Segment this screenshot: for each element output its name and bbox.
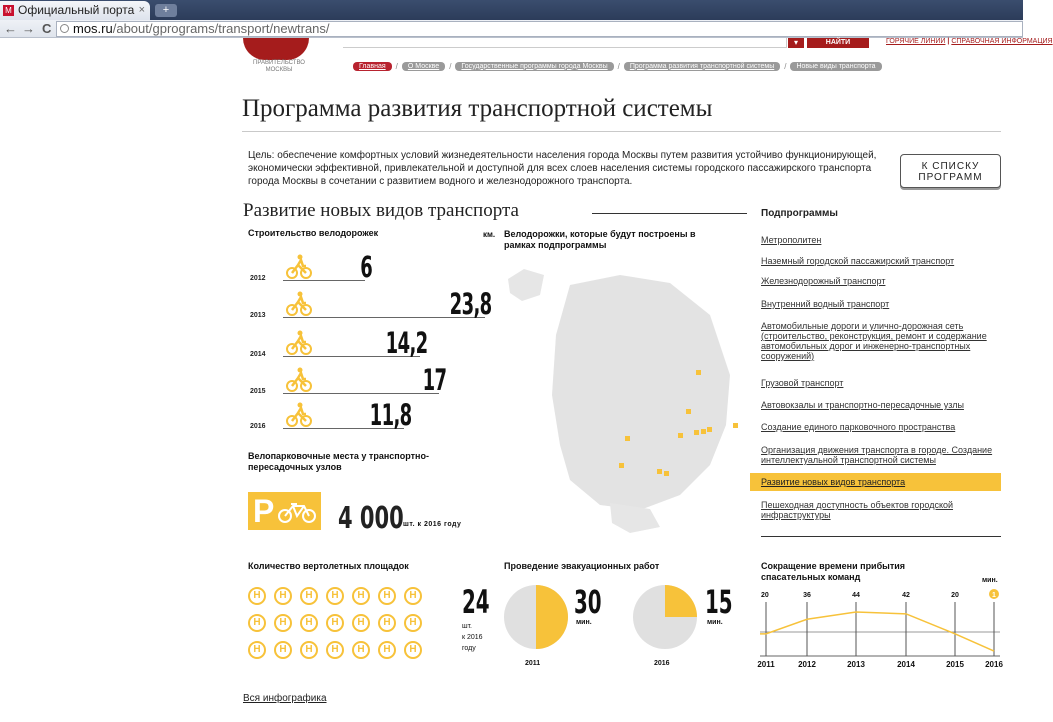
helipad-icon: H <box>300 641 318 659</box>
bike-paths-title: Строительство велодорожек <box>248 228 379 238</box>
new-tab-button[interactable]: + <box>155 4 177 17</box>
evacuation-year-2011: 2011 <box>525 660 541 667</box>
title-divider <box>242 131 1001 132</box>
rescue-title: Сокращение времени прибытия спасательных команд <box>761 561 906 582</box>
search-button[interactable]: НАЙТИ <box>807 38 869 48</box>
chart-value-label: 44 <box>852 592 860 599</box>
evacuation-unit-2011: мин. <box>576 619 592 626</box>
helipad-icon: H <box>300 614 318 632</box>
section-title: Развитие новых видов транспорта <box>243 200 519 221</box>
cyclist-icon <box>286 330 312 356</box>
sidebar-item[interactable]: Создание единого парковочного пространства <box>761 422 956 432</box>
site-info-icon[interactable] <box>60 24 69 33</box>
map-bike-marker <box>664 471 669 476</box>
site-logo[interactable] <box>243 38 309 60</box>
map-region-city <box>552 275 730 510</box>
bike-parking-value: 4 000 <box>338 501 404 536</box>
map-bike-marker <box>619 463 624 468</box>
rescue-line-chart <box>755 588 1005 672</box>
chart-marker-label: 1 <box>992 592 996 599</box>
helipad-icon: H <box>352 641 370 659</box>
evacuation-title: Проведение эвакуационных работ <box>504 561 660 571</box>
subprograms-title: Подпрограммы <box>761 208 838 219</box>
favicon-icon: M <box>3 5 14 16</box>
top-links: ГОРЯЧИЕ ЛИНИИ | СПРАВОЧНАЯ ИНФОРМАЦИЯ <box>886 38 1053 45</box>
bike-row <box>248 326 508 360</box>
sidebar-item[interactable]: Метрополитен <box>761 235 822 245</box>
helipad-icon: H <box>248 587 266 605</box>
helipad-icon: H <box>352 587 370 605</box>
breadcrumb-programs[interactable]: Государственные программы города Москвы <box>455 62 613 71</box>
sidebar-item[interactable]: Автомобильные дороги и улично-дорожная сеть (строительство, реконструкция, ремонт и содержание автомобильных дорог и инженерно-транспортных сооружений) <box>761 321 987 361</box>
helipad-icon: H <box>404 587 422 605</box>
sidebar-item[interactable]: Грузовой транспорт <box>761 378 844 388</box>
sidebar-item[interactable]: Развитие новых видов транспорта <box>761 477 906 487</box>
helipad-icon: H <box>404 614 422 632</box>
helipad-icon: H <box>352 614 370 632</box>
tab-close-icon[interactable]: × <box>138 4 145 16</box>
evacuation-unit-2016: мин. <box>707 619 723 626</box>
all-infographics-link[interactable]: Вся инфографика <box>243 693 327 704</box>
reference-link[interactable]: СПРАВОЧНАЯ ИНФОРМАЦИЯ <box>951 38 1053 45</box>
breadcrumb-current: Новые виды транспорта <box>790 62 881 71</box>
helipad-icon: H <box>300 587 318 605</box>
bike-row-year: 2012 <box>250 275 266 282</box>
hotlines-link[interactable]: ГОРЯЧИЕ ЛИНИИ <box>886 38 946 45</box>
chart-value-label: 20 <box>761 592 769 599</box>
helipads-title: Количество вертолетных площадок <box>248 561 409 571</box>
evacuation-value-2016: 15 <box>705 583 733 621</box>
url-path: /about/gprograms/transport/newtrans/ <box>112 21 330 36</box>
km-unit: км. <box>483 230 496 239</box>
back-icon[interactable]: ← <box>4 21 17 36</box>
chart-x-tick: 2013 <box>847 660 865 669</box>
breadcrumb-home[interactable]: Главная <box>353 62 392 71</box>
helipads-value: 24 <box>462 583 490 621</box>
bike-row-year: 2013 <box>250 312 266 319</box>
bike-parking-badge <box>248 492 321 530</box>
bike-row-value: 23,8 <box>450 287 492 321</box>
helipad-icons <box>248 587 453 667</box>
helipad-icon: H <box>274 587 292 605</box>
browser-tab-bar <box>0 0 1023 20</box>
bike-row <box>248 287 508 321</box>
bike-row-bar <box>283 280 365 281</box>
moscow-map <box>500 265 750 535</box>
helipad-icon: H <box>378 587 396 605</box>
chart-value-label: 20 <box>951 592 959 599</box>
sidebar-item[interactable]: Организация движения транспорта в городе. Создание интеллектуальной транспортной системы <box>761 445 993 465</box>
map-bike-marker <box>696 370 701 375</box>
map-bike-marker <box>733 423 738 428</box>
bike-map-caption: Велодорожки, которые будут построены в рамках подпрограммы <box>504 229 696 250</box>
bike-row-year: 2015 <box>250 388 266 395</box>
program-goal: Цель: обеспечение комфортных условий жизнедеятельности населения города Москвы путем развития устойчиво функционирующей, экономически эффективной, привлекательной и доступной для всех слоев населения системы городского пассажирского транспорта города Москвы в сочетании с развитием водного и железнодорожного транспорта. <box>248 150 877 187</box>
helipad-icon: H <box>326 614 344 632</box>
breadcrumb: Главная / О Москве / Государственные программы города Москвы / Программа развития транспортной системы / Новые виды транспорта <box>353 60 882 72</box>
evacuation-value-2011: 30 <box>574 583 602 621</box>
sidebar-item[interactable]: Автовокзалы и транспортно-пересадочные узлы <box>761 400 964 410</box>
url-input[interactable] <box>56 21 1023 37</box>
cyclist-icon <box>286 254 312 280</box>
cyclist-icon <box>286 402 312 428</box>
evacuation-pie-2011 <box>503 584 569 650</box>
map-bike-marker <box>694 430 699 435</box>
chart-x-tick: 2011 <box>757 660 775 669</box>
chart-x-tick: 2016 <box>985 660 1003 669</box>
breadcrumb-about[interactable]: О Москве <box>402 62 445 71</box>
sidebar-item[interactable]: Наземный городской пассажирский транспорт <box>761 256 955 266</box>
bike-row-value: 6 <box>360 250 373 284</box>
map-bike-marker <box>625 436 630 441</box>
bike-row <box>248 363 508 397</box>
page-title: Программа развития транспортной системы <box>242 95 713 122</box>
reload-icon[interactable]: C <box>42 21 52 36</box>
bike-row-value: 11,8 <box>369 398 412 432</box>
bike-row-value: 14,2 <box>385 326 428 360</box>
bicycle-icon <box>276 502 318 524</box>
search-input[interactable] <box>343 38 787 48</box>
helipad-icon: H <box>274 614 292 632</box>
bike-row <box>248 250 508 284</box>
section-title-line <box>592 213 747 214</box>
parking-icon: P <box>253 493 275 529</box>
map-bike-marker <box>686 409 691 414</box>
helipad-icon: H <box>326 587 344 605</box>
map-region-south <box>610 503 660 533</box>
map-bike-marker <box>701 429 706 434</box>
sidebar-bottom-rule <box>761 536 1001 537</box>
map-region-outer <box>508 269 544 301</box>
to-program-list-button[interactable]: К СПИСКУ ПРОГРАММ <box>900 154 1001 188</box>
map-bike-marker <box>678 433 683 438</box>
bike-row-bar <box>283 393 439 394</box>
evacuation-pie-2016 <box>632 584 698 650</box>
address-bar <box>0 20 1023 38</box>
search-scope-select[interactable]: ▾ <box>788 38 804 48</box>
bike-parking-title: Велопарковочные места у транспортно-пересадочных узлов <box>248 451 429 472</box>
chart-value-label: 42 <box>902 592 910 599</box>
helipads-unit-year: к 2016 <box>462 634 483 641</box>
chart-x-tick: 2014 <box>897 660 915 669</box>
pie-slice <box>536 585 568 649</box>
helipad-icon: H <box>248 614 266 632</box>
chart-x-tick: 2015 <box>946 660 964 669</box>
map-bike-marker <box>707 427 712 432</box>
helipads-unit-year-2: году <box>462 645 476 652</box>
bike-row-year: 2016 <box>250 423 266 430</box>
browser-tab[interactable] <box>0 1 150 20</box>
sidebar-item[interactable]: Внутренний водный транспорт <box>761 299 890 309</box>
url-host: mos.ru <box>73 21 113 36</box>
map-bike-marker <box>657 469 662 474</box>
logo-text: ПРАВИТЕЛЬСТВО МОСКВЫ <box>253 60 305 73</box>
helipad-icon: H <box>404 641 422 659</box>
cyclist-icon <box>286 367 312 393</box>
helipad-icon: H <box>248 641 266 659</box>
helipads-unit: шт. <box>462 623 472 630</box>
forward-icon[interactable]: → <box>22 21 35 36</box>
chart-value-label: 36 <box>803 592 811 599</box>
evacuation-year-2016: 2016 <box>654 660 670 667</box>
rescue-unit: мин. <box>982 577 998 584</box>
bike-row <box>248 398 508 432</box>
pie-slice <box>665 585 697 617</box>
bike-parking-unit: шт. к 2016 году <box>403 521 462 528</box>
bike-row-value: 17 <box>422 363 447 397</box>
sidebar-item[interactable]: Пешеходная доступность объектов городской инфраструктуры <box>761 500 954 520</box>
breadcrumb-transport[interactable]: Программа развития транспортной системы <box>624 62 780 71</box>
tab-title: Официальный порта <box>18 3 135 17</box>
helipad-icon: H <box>274 641 292 659</box>
chart-x-tick: 2012 <box>798 660 816 669</box>
helipad-icon: H <box>378 614 396 632</box>
helipad-icon: H <box>326 641 344 659</box>
cyclist-icon <box>286 291 312 317</box>
sidebar-item[interactable]: Железнодорожный транспорт <box>761 276 886 286</box>
helipad-icon: H <box>378 641 396 659</box>
bike-row-year: 2014 <box>250 351 266 358</box>
